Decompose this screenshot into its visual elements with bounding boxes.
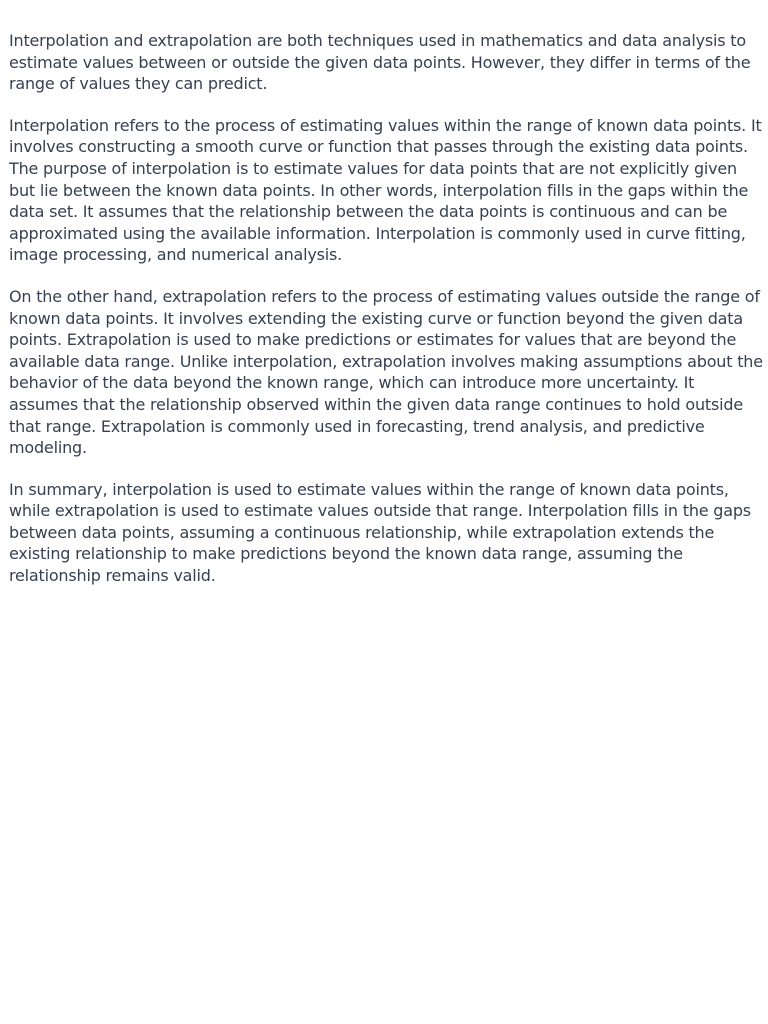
summary-paragraph: In summary, interpolation is used to estimate values within the range of known data points, while extrapolation is used to estimate values outside that range. Interpolation fills in the gaps between data points, assuming a continuous relationship, while extrapolation extends the existing relationship to make predictions beyond the known data range, assuming the relationship remains valid. bbox=[9, 479, 751, 586]
interpolation-paragraph: Interpolation refers to the process of estimating values within the range of known data points. It involves constructing a smooth curve or function that passes through the existing data points. The purpose of interpolation is to estimate values for data points that are not explicitly given but lie between the known data points. In other words, interpolation fills in the gaps within the data set. It assumes that the relationship between the data points is continuous and can be approximated using the available information. Interpolation is commonly used in curve fitting, image processing, and numerical analysis. bbox=[9, 115, 762, 265]
intro-paragraph: Interpolation and extrapolation are both techniques used in mathematics and data analysis to estimate values between or outside the given data points. However, they differ in terms of the range of values they can predict. bbox=[9, 31, 751, 94]
response-body bbox=[9, 30, 763, 607]
extrapolation-paragraph: On the other hand, extrapolation refers to the process of estimating values outside the range of known data points. It involves extending the existing curve or function beyond the given data points. Extrapolation is used to make predictions or estimates for values that are beyond the available data range. Unlike interpolation, extrapolation involves making assumptions about the behavior of the data beyond the known range, which can introduce more uncertainty. It assumes that the relationship observed within the given data range continues to hold outside that range. Extrapolation is commonly used in forecasting, trend analysis, and predictive modeling. bbox=[9, 286, 763, 458]
